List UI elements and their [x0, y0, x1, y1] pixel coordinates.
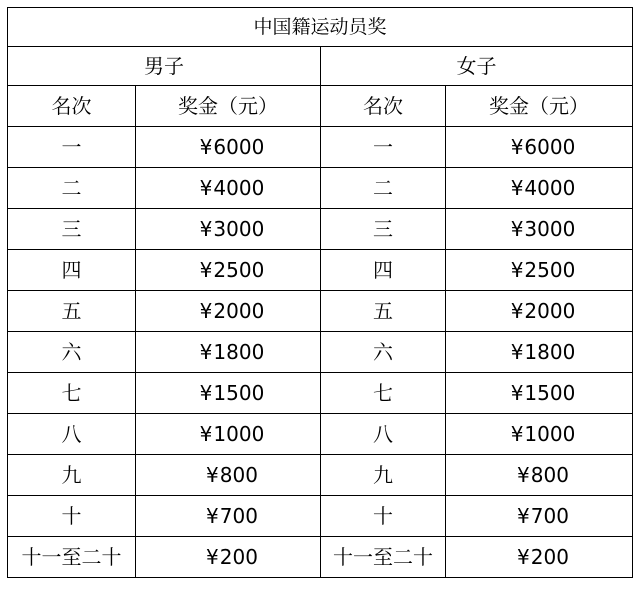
table-row	[8, 127, 633, 168]
prize-cell-women	[446, 332, 633, 373]
currency-symbol: ¥	[517, 504, 530, 528]
group-women: 女子	[321, 47, 633, 86]
prize-amount: 4000	[524, 176, 576, 200]
prize-amount: 800	[530, 463, 569, 487]
currency-symbol: ¥	[510, 422, 524, 446]
rank-cell-men: 一	[8, 127, 136, 168]
table-row	[8, 291, 633, 332]
prize-amount: 2500	[213, 258, 265, 282]
currency-symbol: ¥	[199, 299, 213, 323]
rank-cell-men: 十	[8, 496, 136, 537]
prize-cell-men	[136, 373, 321, 414]
prize-cell-women	[446, 291, 633, 332]
currency-symbol: ¥	[517, 545, 530, 569]
header-row	[8, 86, 633, 127]
prize-amount: 1000	[524, 422, 576, 446]
rank-cell-men: 十一至二十	[8, 537, 136, 578]
currency-symbol: ¥	[510, 217, 524, 241]
prize-cell-women	[446, 127, 633, 168]
prize-amount: 6000	[213, 135, 265, 159]
rank-cell-women: 八	[321, 414, 446, 455]
prize-amount: 3000	[213, 217, 265, 241]
prize-amount: 1800	[213, 340, 265, 364]
rank-cell-men: 二	[8, 168, 136, 209]
rank-cell-men: 九	[8, 455, 136, 496]
rank-cell-women: 九	[321, 455, 446, 496]
prize-amount: 2500	[524, 258, 576, 282]
currency-symbol: ¥	[510, 340, 524, 364]
prize-cell-men	[136, 209, 321, 250]
group-men: 男子	[8, 47, 321, 86]
prize-cell-men	[136, 291, 321, 332]
prize-cell-women	[446, 496, 633, 537]
currency-symbol: ¥	[510, 381, 524, 405]
currency-symbol: ¥	[510, 176, 524, 200]
currency-symbol: ¥	[206, 504, 219, 528]
prize-table	[7, 7, 633, 578]
prize-cell-men	[136, 168, 321, 209]
prize-amount: 2000	[524, 299, 576, 323]
prize-amount: 1500	[213, 381, 265, 405]
prize-amount: 3000	[524, 217, 576, 241]
rank-cell-women: 四	[321, 250, 446, 291]
prize-cell-women	[446, 373, 633, 414]
rank-cell-men: 七	[8, 373, 136, 414]
table-row	[8, 250, 633, 291]
rank-cell-men: 三	[8, 209, 136, 250]
rank-cell-women: 六	[321, 332, 446, 373]
currency-symbol: ¥	[510, 258, 524, 282]
table-row	[8, 455, 633, 496]
prize-cell-men	[136, 127, 321, 168]
prize-amount: 2000	[213, 299, 265, 323]
rank-cell-men: 五	[8, 291, 136, 332]
rank-cell-women: 七	[321, 373, 446, 414]
prize-amount: 800	[219, 463, 258, 487]
rank-cell-women: 二	[321, 168, 446, 209]
prize-cell-women	[446, 250, 633, 291]
rank-cell-women: 三	[321, 209, 446, 250]
currency-symbol: ¥	[199, 381, 213, 405]
table-row	[8, 168, 633, 209]
rank-cell-men: 四	[8, 250, 136, 291]
prize-cell-women	[446, 537, 633, 578]
table-row	[8, 414, 633, 455]
prize-cell-women	[446, 168, 633, 209]
gender-row	[8, 47, 633, 86]
prize-amount: 700	[219, 504, 258, 528]
currency-symbol: ¥	[199, 217, 213, 241]
header-rank-men: 名次	[8, 86, 136, 127]
prize-amount: 200	[530, 545, 569, 569]
prize-cell-men	[136, 496, 321, 537]
currency-symbol: ¥	[199, 176, 213, 200]
prize-amount: 200	[219, 545, 258, 569]
prize-cell-men	[136, 537, 321, 578]
table-row	[8, 373, 633, 414]
currency-symbol: ¥	[199, 340, 213, 364]
currency-symbol: ¥	[199, 135, 213, 159]
prize-cell-men	[136, 455, 321, 496]
rank-cell-men: 八	[8, 414, 136, 455]
prize-amount: 4000	[213, 176, 265, 200]
currency-symbol: ¥	[510, 299, 524, 323]
prize-cell-women	[446, 455, 633, 496]
prize-amount: 700	[530, 504, 569, 528]
currency-symbol: ¥	[206, 463, 219, 487]
table-row	[8, 332, 633, 373]
rank-cell-women: 五	[321, 291, 446, 332]
currency-symbol: ¥	[206, 545, 219, 569]
header-prize-women: 奖金（元）	[446, 86, 633, 127]
currency-symbol: ¥	[199, 422, 213, 446]
prize-cell-men	[136, 332, 321, 373]
currency-symbol: ¥	[510, 135, 524, 159]
prize-amount: 1800	[524, 340, 576, 364]
table-row	[8, 209, 633, 250]
prize-cell-women	[446, 414, 633, 455]
table-row	[8, 496, 633, 537]
header-rank-women: 名次	[321, 86, 446, 127]
rank-cell-men: 六	[8, 332, 136, 373]
header-prize-men: 奖金（元）	[136, 86, 321, 127]
rank-cell-women: 十一至二十	[321, 537, 446, 578]
rank-cell-women: 十	[321, 496, 446, 537]
prize-amount: 1500	[524, 381, 576, 405]
prize-cell-men	[136, 414, 321, 455]
table-title: 中国籍运动员奖	[8, 8, 633, 47]
prize-amount: 1000	[213, 422, 265, 446]
title-row	[8, 8, 633, 47]
currency-symbol: ¥	[199, 258, 213, 282]
prize-cell-women	[446, 209, 633, 250]
rank-cell-women: 一	[321, 127, 446, 168]
table-row	[8, 537, 633, 578]
prize-amount: 6000	[524, 135, 576, 159]
prize-cell-men	[136, 250, 321, 291]
currency-symbol: ¥	[517, 463, 530, 487]
